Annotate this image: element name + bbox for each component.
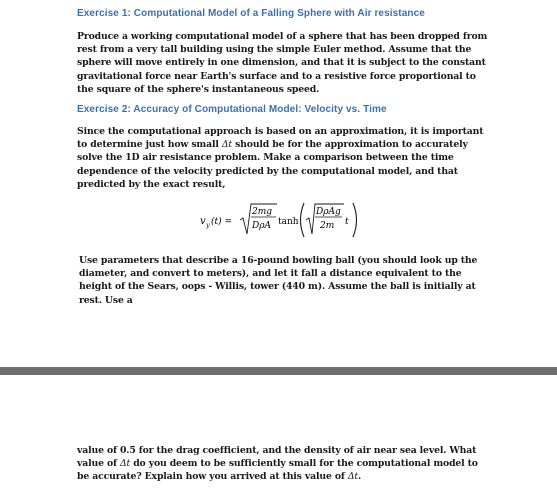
- exercise-2-intro: [77, 125, 489, 191]
- eq-sqrt-numerator: 2mg: [252, 207, 273, 217]
- conclusion-text-1: value of 0.5 for the drag coefficient, and the density of air near sea level. What value of: [77, 445, 477, 470]
- exercise-1-title: Exercise 1: Computational Model of a Falling Sphere with Air resistance: [77, 8, 425, 19]
- exercise-2-parameters: [79, 254, 491, 307]
- eq-tanh: tanh: [278, 217, 299, 227]
- eq-lhs: v: [200, 216, 206, 227]
- delta-t-symbol-3: Δt: [347, 471, 358, 483]
- eq-frac-denominator: 2m: [320, 221, 335, 231]
- eq-var: t: [345, 217, 349, 227]
- left-paren-icon: [301, 203, 305, 237]
- conclusion-period: .: [357, 471, 362, 483]
- document-page-2: [0, 375, 557, 491]
- intro-text-2: should be for the approximation to accurately solve the 1D air resistance problem. Make a comparison between the time dependence of the velocity predicted by the computational model, and that predicted by the exact result,: [77, 139, 468, 190]
- intro-text-1: Since the computational approach is based on an approximation, it is important to determine just how small: [77, 126, 484, 151]
- exercise-2-conclusion-paragraph: [77, 444, 489, 484]
- conclusion-text-2: do you deem to be sufficiently small for the computational model to be accurate? Explain how you arrived at this value of: [77, 458, 478, 483]
- exercise-1-paragraph: Produce a working computational model of a sphere that has been dropped from rest from a very tall building using the simple Euler method. Assume that the sphere will move entirely in one dimension, and that it is subject to the constant gravitational force near Earth's surface and to a resistive force proportional to the square of the sphere's instantaneous speed.: [77, 31, 488, 95]
- delta-t-symbol: Δt: [221, 139, 232, 151]
- exercise-2-conclusion: [77, 444, 489, 484]
- exercise-1-body: [77, 30, 489, 96]
- exercise-2-title: Exercise 2: Accuracy of Computational Model: Velocity vs. Time: [77, 104, 387, 115]
- right-paren-icon: [353, 203, 357, 237]
- eq-sqrt-denominator: DρA: [252, 221, 272, 231]
- eq-lhs-sub: y: [206, 221, 210, 229]
- exercise-2-parameters-paragraph: Use parameters that describe a 16-pound bowling ball (you should look up the diameter, and convert to meters), and let it fall a distance equivalent to the height of the Sears, oops - Willis, tower (440 m). Assume the ball is initially at rest. Use a: [79, 255, 478, 306]
- eq-frac-numerator: DρAg: [316, 207, 341, 217]
- exercise-2-intro-paragraph: [77, 125, 489, 191]
- eq-lhs-arg: (t) =: [211, 217, 233, 227]
- velocity-equation: [200, 200, 380, 240]
- delta-t-symbol-2: Δt: [119, 458, 131, 470]
- page-separator: [0, 367, 557, 375]
